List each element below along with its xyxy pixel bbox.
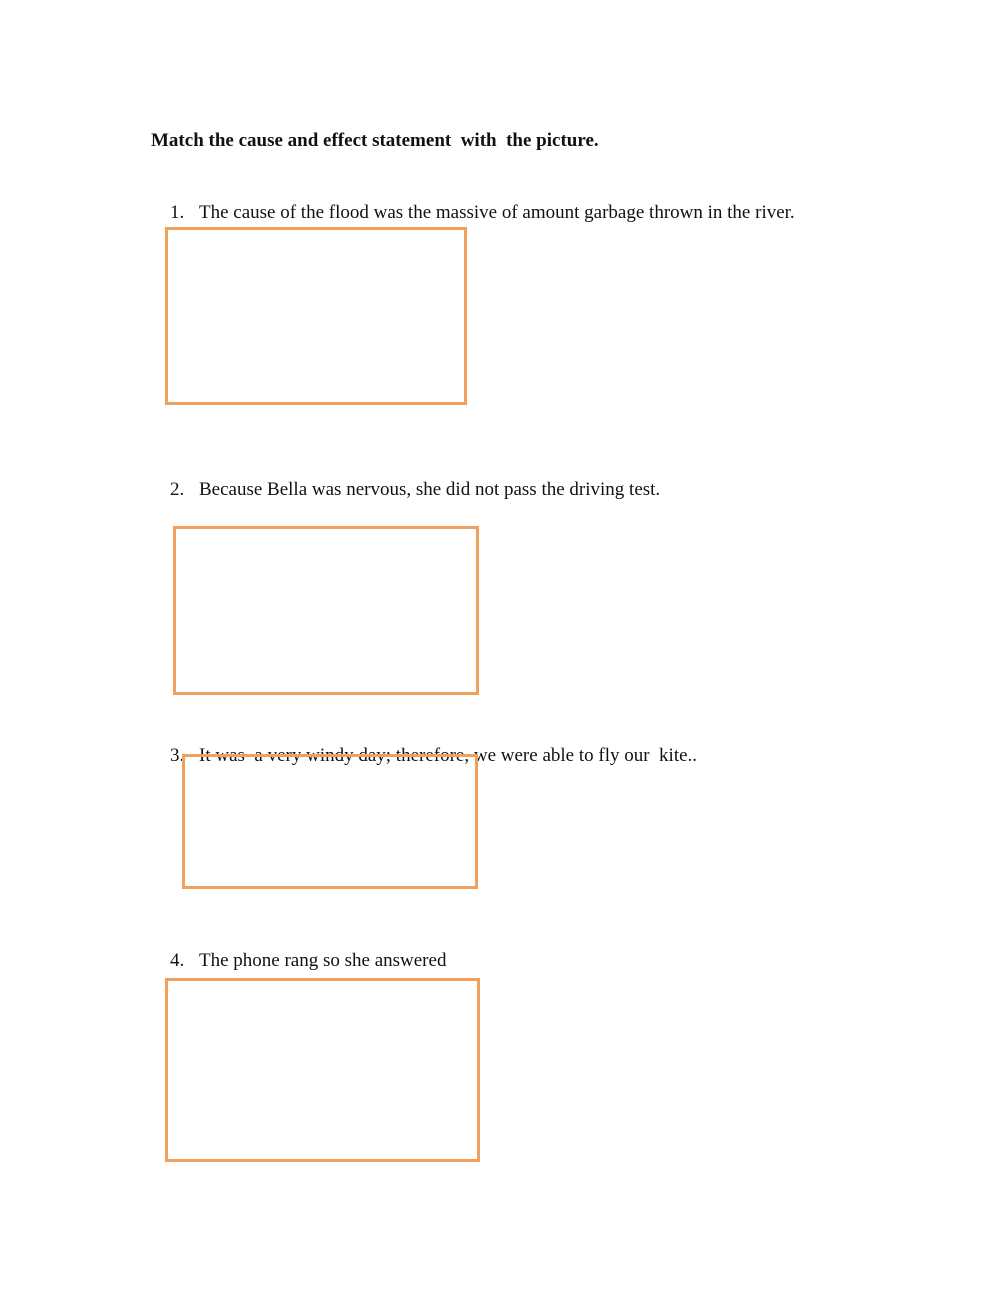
picture-drop-zone-1[interactable]	[165, 227, 467, 405]
worksheet-title: Match the cause and effect statement with the picture.	[151, 130, 599, 151]
statement-text: It was a very windy day; therefore, we were able to fly our kite..	[199, 745, 698, 766]
picture-drop-zone-4[interactable]	[165, 978, 480, 1162]
statement-number: 2.	[170, 479, 185, 500]
statement-number: 3.	[170, 745, 185, 766]
statement-text: Because Bella was nervous, she did not pass the driving test.	[199, 479, 661, 500]
picture-drop-zone-2[interactable]	[173, 526, 479, 695]
statement-text: The phone rang so she answered	[199, 950, 447, 971]
statement-number: 4.	[170, 950, 185, 971]
statement-number: 1.	[170, 202, 185, 223]
statement-text: The cause of the flood was the massive of amount garbage thrown in the river.	[199, 202, 795, 223]
statement-2	[151, 454, 660, 526]
picture-drop-zone-3[interactable]	[182, 754, 478, 889]
